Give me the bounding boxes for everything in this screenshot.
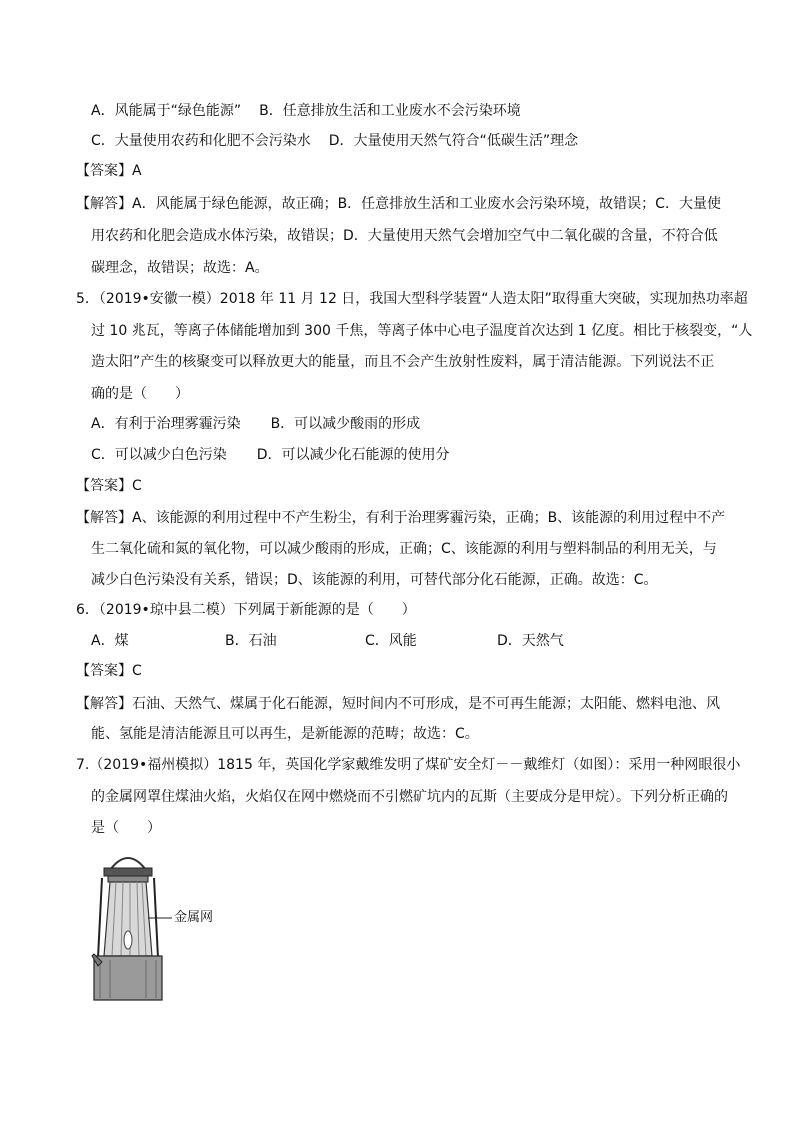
q6-option-d: D．天然气 [497, 633, 564, 649]
q5-option-b: B．可以减少酸雨的形成 [270, 416, 421, 432]
q5-stem-line4: 确的是（ ） [91, 386, 189, 402]
q4-answer: 【答案】A [76, 163, 142, 179]
q6-options-row [91, 631, 564, 651]
davy-lamp-illustration [90, 848, 230, 1008]
q6-analysis-line1: 【解答】石油、天然气、煤属于化石能源，短时间内不可形成，是不可再生能源；太阳能、燃料电池、风 [76, 696, 720, 712]
q4-analysis-line1: 【解答】A．风能属于绿色能源，故正确；B．任意排放生活和工业废水会污染环境，故错误；C．大量使 [76, 196, 721, 212]
q6-analysis-line2: 能、氢能是清洁能源且可以再生，是新能源的范畴；故选：C。 [91, 726, 479, 742]
q5-answer: 【答案】C [76, 478, 142, 494]
davy-lamp-figure [90, 848, 230, 1008]
q5-option-d: D．可以减少化石能源的使用分 [256, 447, 450, 463]
q6-option-c: C．风能 [365, 633, 417, 649]
q4-option-a: A．风能属于“绿色能源” [91, 103, 242, 119]
q4-analysis-line2: 用农药和化肥会造成水体污染，故错误；D．大量使用天然气会增加空气中二氧化碳的含量，不符合低 [91, 228, 718, 244]
q6-answer: 【答案】C [76, 663, 142, 679]
q7-stem-line1: 7.（2019•福州模拟）1815 年，英国化学家戴维发明了煤矿安全灯－－戴维灯（如图）：采用一种网眼很小 [76, 757, 741, 773]
q5-options-row1 [91, 414, 420, 434]
q4-option-d: D．大量使用天然气符合“低碳生活”理念 [328, 133, 579, 149]
q4-options-row1 [91, 101, 521, 121]
q5-analysis-line1: 【解答】A、该能源的利用过程中不产生粉尘，有利于治理雾霾污染，正确；B、该能源的利用过程中不产 [76, 510, 726, 526]
q4-option-c: C．大量使用农药和化肥不会污染水 [91, 133, 311, 149]
q5-stem-line1: 5．（2019•安徽一模）2018 年 11 月 12 日，我国大型科学装置“人造太阳”取得重大突破，实现加热功率超 [76, 291, 748, 307]
q5-option-a: A．有利于治理雾霾污染 [91, 416, 241, 432]
q6-option-b: B．石油 [225, 633, 277, 649]
q5-option-c: C．可以减少白色污染 [91, 447, 227, 463]
q5-stem-line2: 过 10 兆瓦，等离子体储能增加到 300 千焦，等离子体中心电子温度首次达到 1 亿度。相比于核裂变，“人 [91, 323, 753, 339]
q5-analysis-line3: 减少白色污染没有关系，错误；D、该能源的利用，可替代部分化石能源，正确。故选：C。 [91, 572, 658, 588]
q5-stem-line3: 造太阳”产生的核聚变可以释放更大的能量，而且不会产生放射性废料，属于清洁能源。下列说法不正 [91, 354, 715, 370]
q4-options-row2 [91, 131, 578, 151]
q7-stem-line3: 是（ ） [91, 820, 161, 836]
q4-analysis-line3: 碳理念，故错误；故选：A。 [91, 260, 269, 276]
q6-stem: 6．（2019•琼中县二模）下列属于新能源的是（ ） [76, 602, 416, 618]
q5-options-row2 [91, 445, 450, 465]
figure-label-metal-gauze: 金属网 [174, 910, 214, 925]
q6-option-a: A．煤 [91, 633, 129, 649]
q7-stem-line2: 的金属网罩住煤油火焰，火焰仅在网中燃烧而不引燃矿坑内的瓦斯（主要成分是甲烷）。下列分析正确的 [91, 789, 728, 805]
q4-option-b: B．任意排放生活和工业废水不会污染环境 [259, 103, 521, 119]
q5-analysis-line2: 生二氧化硫和氮的氧化物，可以减少酸雨的形成，正确；C、该能源的利用与塑料制品的利用无关，与 [91, 541, 717, 557]
